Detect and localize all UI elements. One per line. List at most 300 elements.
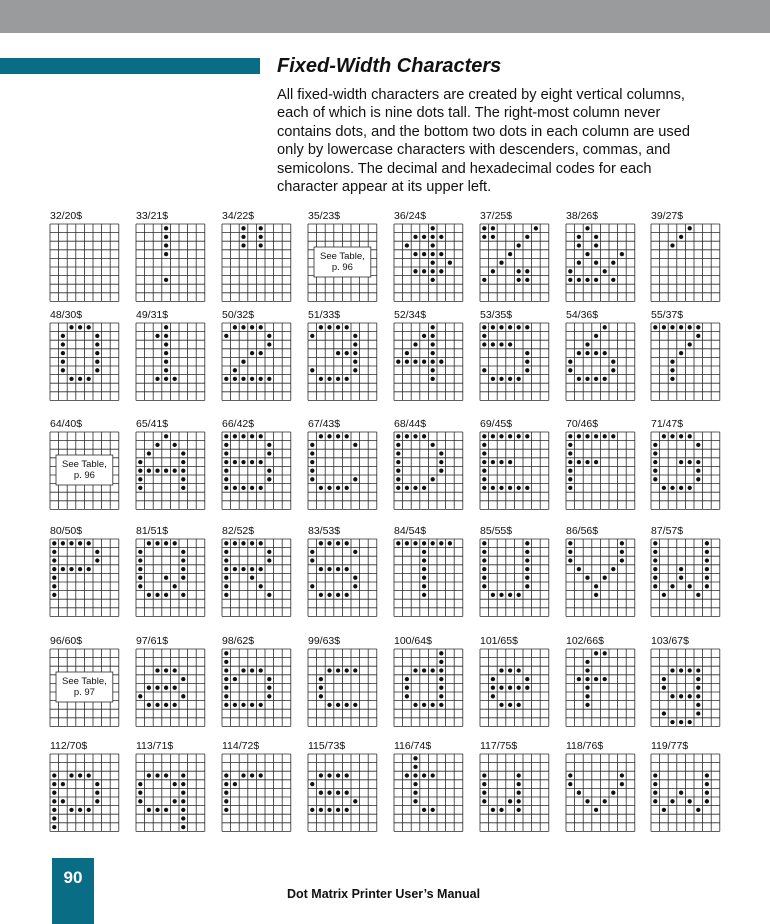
matrix-dot: [422, 334, 426, 338]
matrix-dot: [78, 773, 82, 777]
matrix-dot: [439, 541, 443, 545]
matrix-dot: [95, 550, 99, 554]
matrix-dot: [482, 799, 486, 803]
see-table-note: See Table,: [62, 676, 107, 687]
matrix-dot: [310, 584, 314, 588]
matrix-dot: [147, 593, 151, 597]
matrix-dot: [620, 782, 624, 786]
matrix-dot: [491, 434, 495, 438]
matrix-dot: [259, 325, 263, 329]
matrix-dot: [241, 434, 245, 438]
matrix-dot: [525, 269, 529, 273]
matrix-dot: [525, 541, 529, 545]
matrix-dot: [491, 325, 495, 329]
matrix-dot: [705, 541, 709, 545]
matrix-dot: [155, 469, 159, 473]
matrix-dot: [224, 686, 228, 690]
dot-grid: [480, 539, 549, 616]
matrix-dot: [482, 782, 486, 786]
matrix-dot: [138, 782, 142, 786]
matrix-dot: [155, 703, 159, 707]
matrix-dot: [499, 325, 503, 329]
matrix-dot: [336, 325, 340, 329]
character-code: 34/22$: [222, 210, 255, 222]
matrix-dot: [241, 668, 245, 672]
matrix-dot: [345, 808, 349, 812]
matrix-dot: [241, 243, 245, 247]
character-cell: [651, 210, 720, 301]
matrix-dot: [688, 460, 692, 464]
dot-grid: [566, 539, 635, 616]
matrix-dot: [336, 668, 340, 672]
matrix-dot: [499, 668, 503, 672]
matrix-dot: [164, 226, 168, 230]
character-cell: [480, 635, 549, 726]
character-cell: [222, 525, 291, 616]
matrix-dot: [405, 243, 409, 247]
matrix-dot: [603, 269, 607, 273]
page-number: 90: [63, 868, 83, 887]
matrix-dot: [336, 773, 340, 777]
matrix-dot: [422, 584, 426, 588]
matrix-dot: [525, 576, 529, 580]
matrix-dot: [525, 486, 529, 490]
matrix-dot: [310, 782, 314, 786]
matrix-dot: [594, 677, 598, 681]
matrix-dot: [431, 703, 435, 707]
matrix-dot: [267, 469, 271, 473]
matrix-dot: [250, 567, 254, 571]
matrix-dot: [585, 342, 589, 346]
matrix-dot: [594, 278, 598, 282]
matrix-dot: [422, 703, 426, 707]
matrix-dot: [353, 368, 357, 372]
matrix-dot: [413, 541, 417, 545]
character-cell: [480, 210, 549, 301]
matrix-dot: [147, 703, 151, 707]
matrix-dot: [138, 469, 142, 473]
matrix-dot: [611, 278, 615, 282]
matrix-dot: [482, 791, 486, 795]
matrix-dot: [233, 486, 237, 490]
matrix-dot: [653, 451, 657, 455]
matrix-dot: [52, 593, 56, 597]
matrix-dot: [336, 703, 340, 707]
matrix-dot: [155, 593, 159, 597]
matrix-dot: [422, 808, 426, 812]
matrix-dot: [670, 325, 674, 329]
matrix-dot: [336, 541, 340, 545]
matrix-dot: [594, 235, 598, 239]
character-code: 49/31$: [136, 309, 169, 321]
matrix-dot: [705, 567, 709, 571]
matrix-dot: [611, 567, 615, 571]
matrix-dot: [696, 334, 700, 338]
matrix-dot: [688, 799, 692, 803]
matrix-dot: [585, 460, 589, 464]
matrix-dot: [138, 799, 142, 803]
matrix-dot: [345, 668, 349, 672]
section-title: Fixed-Width Characters: [277, 55, 502, 77]
matrix-dot: [439, 269, 443, 273]
matrix-dot: [259, 668, 263, 672]
matrix-dot: [78, 808, 82, 812]
matrix-dot: [353, 799, 357, 803]
matrix-dot: [422, 252, 426, 256]
matrix-dot: [662, 686, 666, 690]
matrix-dot: [259, 567, 263, 571]
dot-grid: [308, 432, 377, 509]
matrix-dot: [224, 576, 228, 580]
matrix-dot: [241, 567, 245, 571]
matrix-dot: [585, 668, 589, 672]
matrix-dot: [499, 703, 503, 707]
matrix-dot: [585, 377, 589, 381]
matrix-dot: [61, 351, 65, 355]
matrix-dot: [499, 342, 503, 346]
matrix-dot: [491, 377, 495, 381]
character-code: 83/53$: [308, 525, 341, 537]
matrix-dot: [69, 377, 73, 381]
see-table-note: p. 96: [331, 262, 353, 273]
matrix-dot: [413, 782, 417, 786]
character-code: 116/74$: [394, 740, 432, 752]
matrix-dot: [181, 550, 185, 554]
matrix-dot: [267, 377, 271, 381]
matrix-dot: [431, 368, 435, 372]
matrix-dot: [585, 278, 589, 282]
matrix-dot: [224, 541, 228, 545]
matrix-dot: [620, 550, 624, 554]
matrix-dot: [319, 694, 323, 698]
matrix-dot: [224, 377, 228, 381]
dot-grid: [566, 323, 635, 400]
character-code: 69/45$: [480, 418, 513, 430]
matrix-dot: [603, 351, 607, 355]
character-code: 71/47$: [651, 418, 684, 430]
character-code: 102/66$: [566, 635, 604, 647]
matrix-dot: [259, 541, 263, 545]
matrix-dot: [181, 677, 185, 681]
matrix-dot: [491, 342, 495, 346]
character-cell: [566, 418, 635, 509]
matrix-dot: [241, 360, 245, 364]
matrix-dot: [517, 791, 521, 795]
character-cell: [394, 635, 463, 726]
matrix-dot: [517, 782, 521, 786]
matrix-dot: [577, 351, 581, 355]
matrix-dot: [233, 541, 237, 545]
matrix-dot: [336, 808, 340, 812]
matrix-dot: [413, 360, 417, 364]
matrix-dot: [431, 226, 435, 230]
matrix-dot: [439, 469, 443, 473]
matrix-dot: [224, 584, 228, 588]
matrix-dot: [164, 703, 168, 707]
dot-grid: [566, 224, 635, 301]
matrix-dot: [345, 773, 349, 777]
matrix-dot: [164, 469, 168, 473]
matrix-dot: [95, 351, 99, 355]
matrix-dot: [491, 486, 495, 490]
matrix-dot: [603, 799, 607, 803]
dot-grid: [566, 754, 635, 831]
matrix-dot: [670, 377, 674, 381]
matrix-dot: [319, 541, 323, 545]
matrix-dot: [568, 773, 572, 777]
matrix-dot: [491, 460, 495, 464]
matrix-dot: [568, 368, 572, 372]
matrix-dot: [499, 460, 503, 464]
matrix-dot: [405, 434, 409, 438]
dot-grid: [651, 224, 720, 301]
matrix-dot: [653, 460, 657, 464]
matrix-dot: [95, 342, 99, 346]
matrix-dot: [250, 703, 254, 707]
character-cell: [566, 210, 635, 301]
matrix-dot: [396, 434, 400, 438]
matrix-dot: [224, 451, 228, 455]
character-code: 67/43$: [308, 418, 341, 430]
matrix-dot: [345, 377, 349, 381]
matrix-dot: [95, 368, 99, 372]
matrix-dot: [164, 593, 168, 597]
matrix-dot: [155, 808, 159, 812]
matrix-dot: [52, 576, 56, 580]
matrix-dot: [327, 593, 331, 597]
matrix-dot: [310, 558, 314, 562]
dot-grid: [50, 539, 119, 616]
matrix-dot: [224, 334, 228, 338]
matrix-dot: [653, 469, 657, 473]
matrix-dot: [517, 486, 521, 490]
matrix-dot: [413, 434, 417, 438]
matrix-dot: [173, 584, 177, 588]
dot-grid: [308, 539, 377, 616]
character-cell: [222, 418, 291, 509]
character-cell: [566, 635, 635, 726]
matrix-dot: [577, 677, 581, 681]
matrix-dot: [422, 567, 426, 571]
character-cell: [50, 740, 119, 831]
dot-grid: [136, 323, 205, 400]
matrix-dot: [679, 791, 683, 795]
matrix-dot: [653, 550, 657, 554]
dot-grid: [136, 224, 205, 301]
matrix-dot: [345, 593, 349, 597]
matrix-dot: [405, 360, 409, 364]
matrix-dot: [585, 226, 589, 230]
matrix-dot: [319, 808, 323, 812]
matrix-dot: [653, 443, 657, 447]
character-cell: [566, 525, 635, 616]
matrix-dot: [267, 593, 271, 597]
matrix-dot: [508, 342, 512, 346]
matrix-dot: [164, 377, 168, 381]
character-cell: [308, 525, 377, 616]
matrix-dot: [224, 469, 228, 473]
character-code: 68/44$: [394, 418, 427, 430]
character-code: 33/21$: [136, 210, 169, 222]
matrix-dot: [164, 342, 168, 346]
matrix-dot: [705, 773, 709, 777]
matrix-dot: [164, 686, 168, 690]
matrix-dot: [439, 660, 443, 664]
matrix-dot: [267, 550, 271, 554]
matrix-dot: [670, 486, 674, 490]
matrix-dot: [138, 576, 142, 580]
matrix-dot: [594, 593, 598, 597]
matrix-dot: [310, 469, 314, 473]
dot-grid: [566, 432, 635, 509]
matrix-dot: [585, 694, 589, 698]
matrix-dot: [594, 651, 598, 655]
matrix-dot: [482, 235, 486, 239]
matrix-dot: [568, 434, 572, 438]
character-code: 66/42$: [222, 418, 255, 430]
matrix-dot: [611, 434, 615, 438]
matrix-dot: [155, 686, 159, 690]
matrix-dot: [259, 703, 263, 707]
matrix-dot: [181, 477, 185, 481]
matrix-dot: [577, 261, 581, 265]
matrix-dot: [413, 269, 417, 273]
matrix-dot: [353, 703, 357, 707]
matrix-dot: [431, 334, 435, 338]
matrix-dot: [78, 567, 82, 571]
matrix-dot: [508, 799, 512, 803]
matrix-dot: [224, 460, 228, 464]
matrix-dot: [670, 368, 674, 372]
matrix-dot: [267, 342, 271, 346]
matrix-dot: [653, 541, 657, 545]
matrix-dot: [69, 773, 73, 777]
character-cell: [50, 210, 119, 301]
matrix-dot: [164, 368, 168, 372]
character-cell: [480, 418, 549, 509]
matrix-dot: [233, 782, 237, 786]
dot-grid: [394, 649, 463, 726]
matrix-dot: [653, 576, 657, 580]
matrix-dot: [69, 541, 73, 545]
dot-grid: [50, 754, 119, 831]
matrix-dot: [181, 773, 185, 777]
matrix-dot: [345, 791, 349, 795]
matrix-dot: [405, 541, 409, 545]
matrix-dot: [670, 799, 674, 803]
matrix-dot: [431, 477, 435, 481]
character-code: 48/30$: [50, 309, 83, 321]
matrix-dot: [696, 325, 700, 329]
matrix-dot: [138, 550, 142, 554]
character-cell: [136, 740, 205, 831]
matrix-dot: [147, 686, 151, 690]
matrix-dot: [396, 443, 400, 447]
matrix-dot: [319, 773, 323, 777]
matrix-dot: [431, 773, 435, 777]
matrix-dot: [138, 791, 142, 795]
matrix-dot: [594, 351, 598, 355]
matrix-dot: [491, 269, 495, 273]
dot-grid: [222, 323, 291, 400]
matrix-dot: [491, 808, 495, 812]
character-cell: [222, 635, 291, 726]
matrix-dot: [439, 235, 443, 239]
matrix-dot: [696, 477, 700, 481]
matrix-dot: [241, 460, 245, 464]
matrix-dot: [525, 677, 529, 681]
matrix-dot: [259, 773, 263, 777]
matrix-dot: [327, 773, 331, 777]
character-code: 51/33$: [308, 309, 341, 321]
character-cell: [50, 309, 119, 400]
matrix-dot: [267, 477, 271, 481]
dot-grid: [136, 754, 205, 831]
matrix-dot: [155, 541, 159, 545]
matrix-dot: [224, 477, 228, 481]
character-cell: [136, 309, 205, 400]
matrix-dot: [310, 451, 314, 455]
matrix-dot: [181, 791, 185, 795]
matrix-dot: [482, 558, 486, 562]
matrix-dot: [603, 677, 607, 681]
matrix-dot: [259, 460, 263, 464]
matrix-dot: [491, 593, 495, 597]
matrix-dot: [87, 773, 91, 777]
matrix-dot: [310, 443, 314, 447]
character-cell: [308, 635, 377, 726]
see-table-note: p. 96: [73, 470, 95, 481]
matrix-dot: [431, 668, 435, 672]
matrix-dot: [310, 368, 314, 372]
matrix-dot: [568, 550, 572, 554]
matrix-dot: [155, 377, 159, 381]
matrix-dot: [336, 434, 340, 438]
matrix-dot: [696, 677, 700, 681]
matrix-dot: [482, 278, 486, 282]
matrix-dot: [534, 226, 538, 230]
matrix-dot: [696, 808, 700, 812]
matrix-dot: [173, 668, 177, 672]
matrix-dot: [233, 434, 237, 438]
matrix-dot: [508, 668, 512, 672]
character-cell: [651, 418, 720, 509]
matrix-dot: [491, 226, 495, 230]
matrix-dot: [431, 235, 435, 239]
matrix-dot: [585, 686, 589, 690]
character-code: 97/61$: [136, 635, 169, 647]
character-cell: [222, 210, 291, 301]
matrix-dot: [670, 694, 674, 698]
matrix-dot: [52, 541, 56, 545]
matrix-dot: [431, 269, 435, 273]
matrix-dot: [396, 360, 400, 364]
matrix-dot: [353, 351, 357, 355]
matrix-dot: [499, 377, 503, 381]
matrix-dot: [87, 377, 91, 381]
character-code: 103/67$: [651, 635, 689, 647]
matrix-dot: [327, 486, 331, 490]
character-cell: [308, 418, 377, 509]
matrix-dot: [95, 791, 99, 795]
matrix-dot: [310, 808, 314, 812]
character-cell: [394, 525, 463, 616]
matrix-dot: [327, 791, 331, 795]
matrix-dot: [233, 460, 237, 464]
matrix-dot: [327, 325, 331, 329]
matrix-dot: [181, 782, 185, 786]
matrix-dot: [620, 558, 624, 562]
